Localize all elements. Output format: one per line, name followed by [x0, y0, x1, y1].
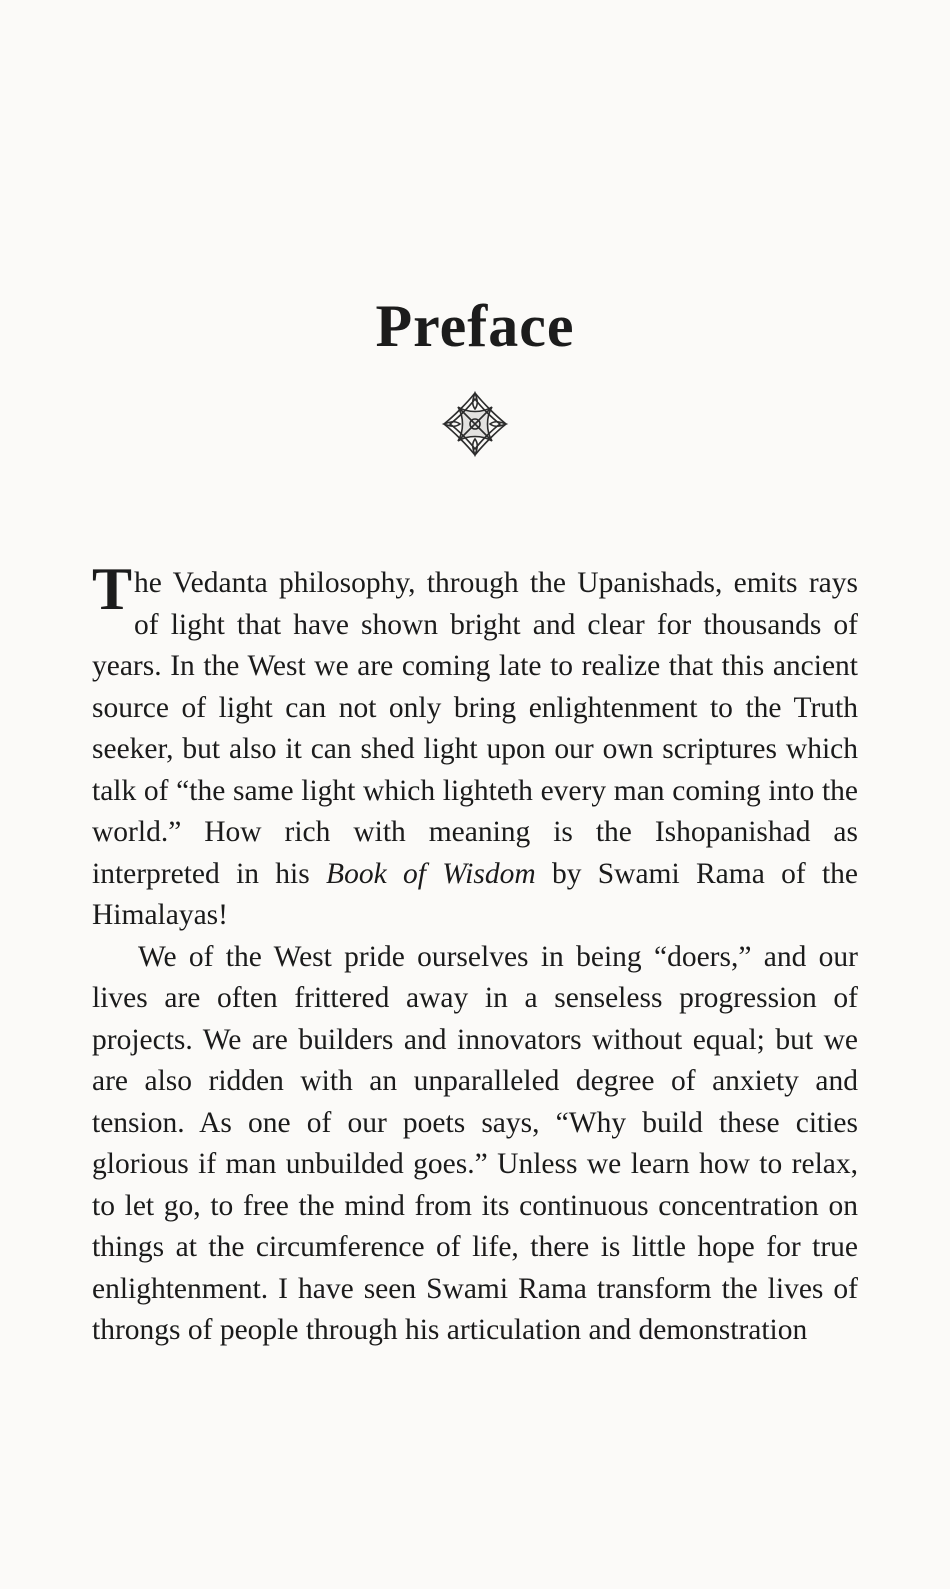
- paragraph-1-segment-3: by Swami Rama of the Himalayas!: [92, 857, 859, 931]
- floral-diamond-ornament-icon: [438, 387, 512, 461]
- paragraph-1: [92, 556, 859, 937]
- page-title: Preface: [375, 293, 575, 359]
- paragraph-1-segment-1: he Vedanta philosophy, through the Upanishads, emits rays of light that have shown bright and clear for thousands of years. In the West we are coming late to realize that this ancient source of light can not only bring enlightenment to the Truth seeker, but also it can shed light upon our own scriptures which talk of “the same light which lighteth every man coming into the world.” How rich with meaning is the Ishopanishad as interpreted in his: [92, 567, 858, 890]
- ornament-container: [92, 387, 858, 467]
- book-title-italic: Book of Wisdom: [326, 857, 536, 890]
- preface-body: [92, 467, 858, 1352]
- page-content: [92, 0, 858, 1352]
- drop-cap-letter: T: [92, 556, 133, 622]
- paragraph-2-text: We of the West pride ourselves in being “doers,” and our lives are often frittered away in a senseless progression of projects. We are builders and innovators without equal; but we are also ridden with an unparalleled degree of anxiety and tension. As one of our poets says, “Why build these cities glorious if man unbuilded goes.” Unless we learn how to relax, to let go, to free the mind from its continuous concentration on things at the circumference of life, there is little hope for true enlightenment. I have seen Swami Rama transform the lives of throngs of people through his articulation and demonstration: [92, 940, 858, 1346]
- paragraph-2: [92, 937, 858, 1352]
